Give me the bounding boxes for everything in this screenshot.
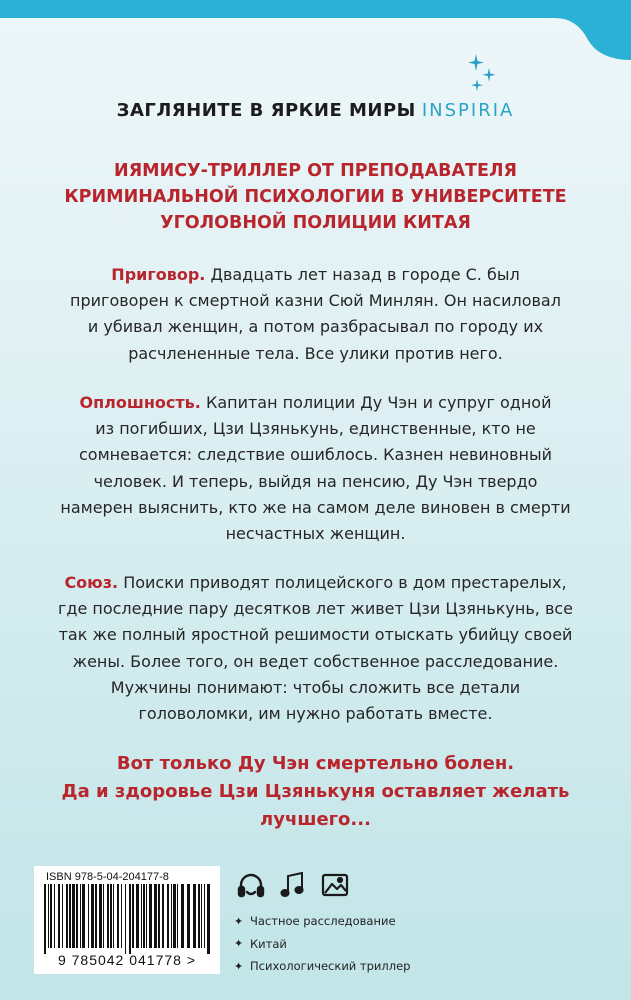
synopsis-paragraph-verdict (40, 262, 591, 367)
paragraph-line: так же полный яростной решимости отыскать убийцу своей (58, 625, 573, 645)
headphones-icon (236, 870, 266, 900)
paragraph-line: и убивал женщин, а потом разбрасывал по городу их (87, 317, 544, 337)
closing-statement (40, 750, 591, 834)
series-header (0, 100, 631, 121)
tagline-line: ИЯМИСУ-ТРИЛЛЕР ОТ ПРЕПОДАВАТЕЛЯ (114, 161, 517, 181)
paragraph-line: где последние пару десятков лет живет Цзи Цзянькунь, все (57, 599, 574, 619)
synopsis-paragraph-mistake (40, 390, 591, 547)
paragraph-line: жены. Более того, он ведет собственное расследование. (72, 651, 559, 671)
paragraph-line: приговорен к смертной казни Сюй Минлян. Он насиловал (70, 291, 561, 311)
feature-label: Китай (250, 936, 287, 951)
paragraph-line: человек. И теперь, выйдя на пенсию, Ду Чэн твердо (93, 471, 538, 491)
paragraph-line: сомневается: следствие ошиблось. Казнен невиновный (79, 445, 552, 465)
feature-item (234, 933, 410, 956)
feature-list (234, 910, 410, 978)
feature-item (234, 910, 410, 933)
star-bullet-icon: ✦ (234, 937, 244, 951)
feature-item (234, 955, 410, 978)
paragraph-line: Капитан полиции Ду Чэн и супруг одной (200, 393, 552, 412)
paragraph-line: Двадцать лет назад в городе С. был (205, 265, 520, 284)
music-note-icon (278, 870, 308, 900)
top-tab-shape (0, 0, 631, 60)
paragraph-lead: Оплошность. (79, 393, 201, 412)
tagline-line: УГОЛОВНОЙ ПОЛИЦИИ КИТАЯ (160, 213, 471, 233)
format-icons (236, 870, 356, 902)
barcode-digits: 9 785042 041778 > (57, 952, 197, 968)
paragraph-line: Поиски приводят полицейского в дом престарелых, (118, 573, 567, 592)
feature-label: Частное расследование (250, 914, 396, 929)
paragraph-lead: Приговор. (111, 265, 206, 284)
star-bullet-icon: ✦ (234, 914, 244, 928)
brand-logo-text: INSPIRIA (421, 100, 515, 121)
tagline (40, 158, 591, 236)
paragraph-line: намерен выяснить, кто же на самом деле виновен в смерти (60, 497, 571, 517)
barcode-image (42, 884, 214, 954)
image-icon (320, 870, 350, 900)
closing-line: Да и здоровье Цзи Цзянькуня оставляет желать (61, 781, 570, 802)
paragraph-line: Мужчины понимают: чтобы сложить все детали (110, 677, 521, 697)
sparkle-icon (462, 52, 502, 98)
feature-label: Психологический триллер (250, 959, 411, 974)
star-bullet-icon: ✦ (234, 959, 244, 973)
paragraph-line: головоломки, им нужно работать вместе. (138, 704, 493, 724)
paragraph-line: несчастных женщин. (225, 524, 406, 544)
isbn-label: ISBN 978-5-04-204177-8 (46, 871, 169, 883)
barcode-panel (34, 866, 220, 974)
tagline-line: КРИМИНАЛЬНОЙ ПСИХОЛОГИИ В УНИВЕРСИТЕТЕ (64, 187, 567, 207)
closing-line: Вот только Ду Чэн смертельно болен. (116, 753, 515, 774)
paragraph-line: расчлененные тела. Все улики против него. (128, 343, 503, 363)
closing-line: лучшего... (260, 809, 371, 830)
series-header-text: ЗАГЛЯНИТЕ В ЯРКИЕ МИРЫ (116, 100, 416, 121)
paragraph-lead: Союз. (64, 573, 119, 592)
paragraph-line: из погибших, Цзи Цзянькунь, единственные, кто не (95, 419, 536, 439)
synopsis-paragraph-alliance (40, 570, 591, 727)
